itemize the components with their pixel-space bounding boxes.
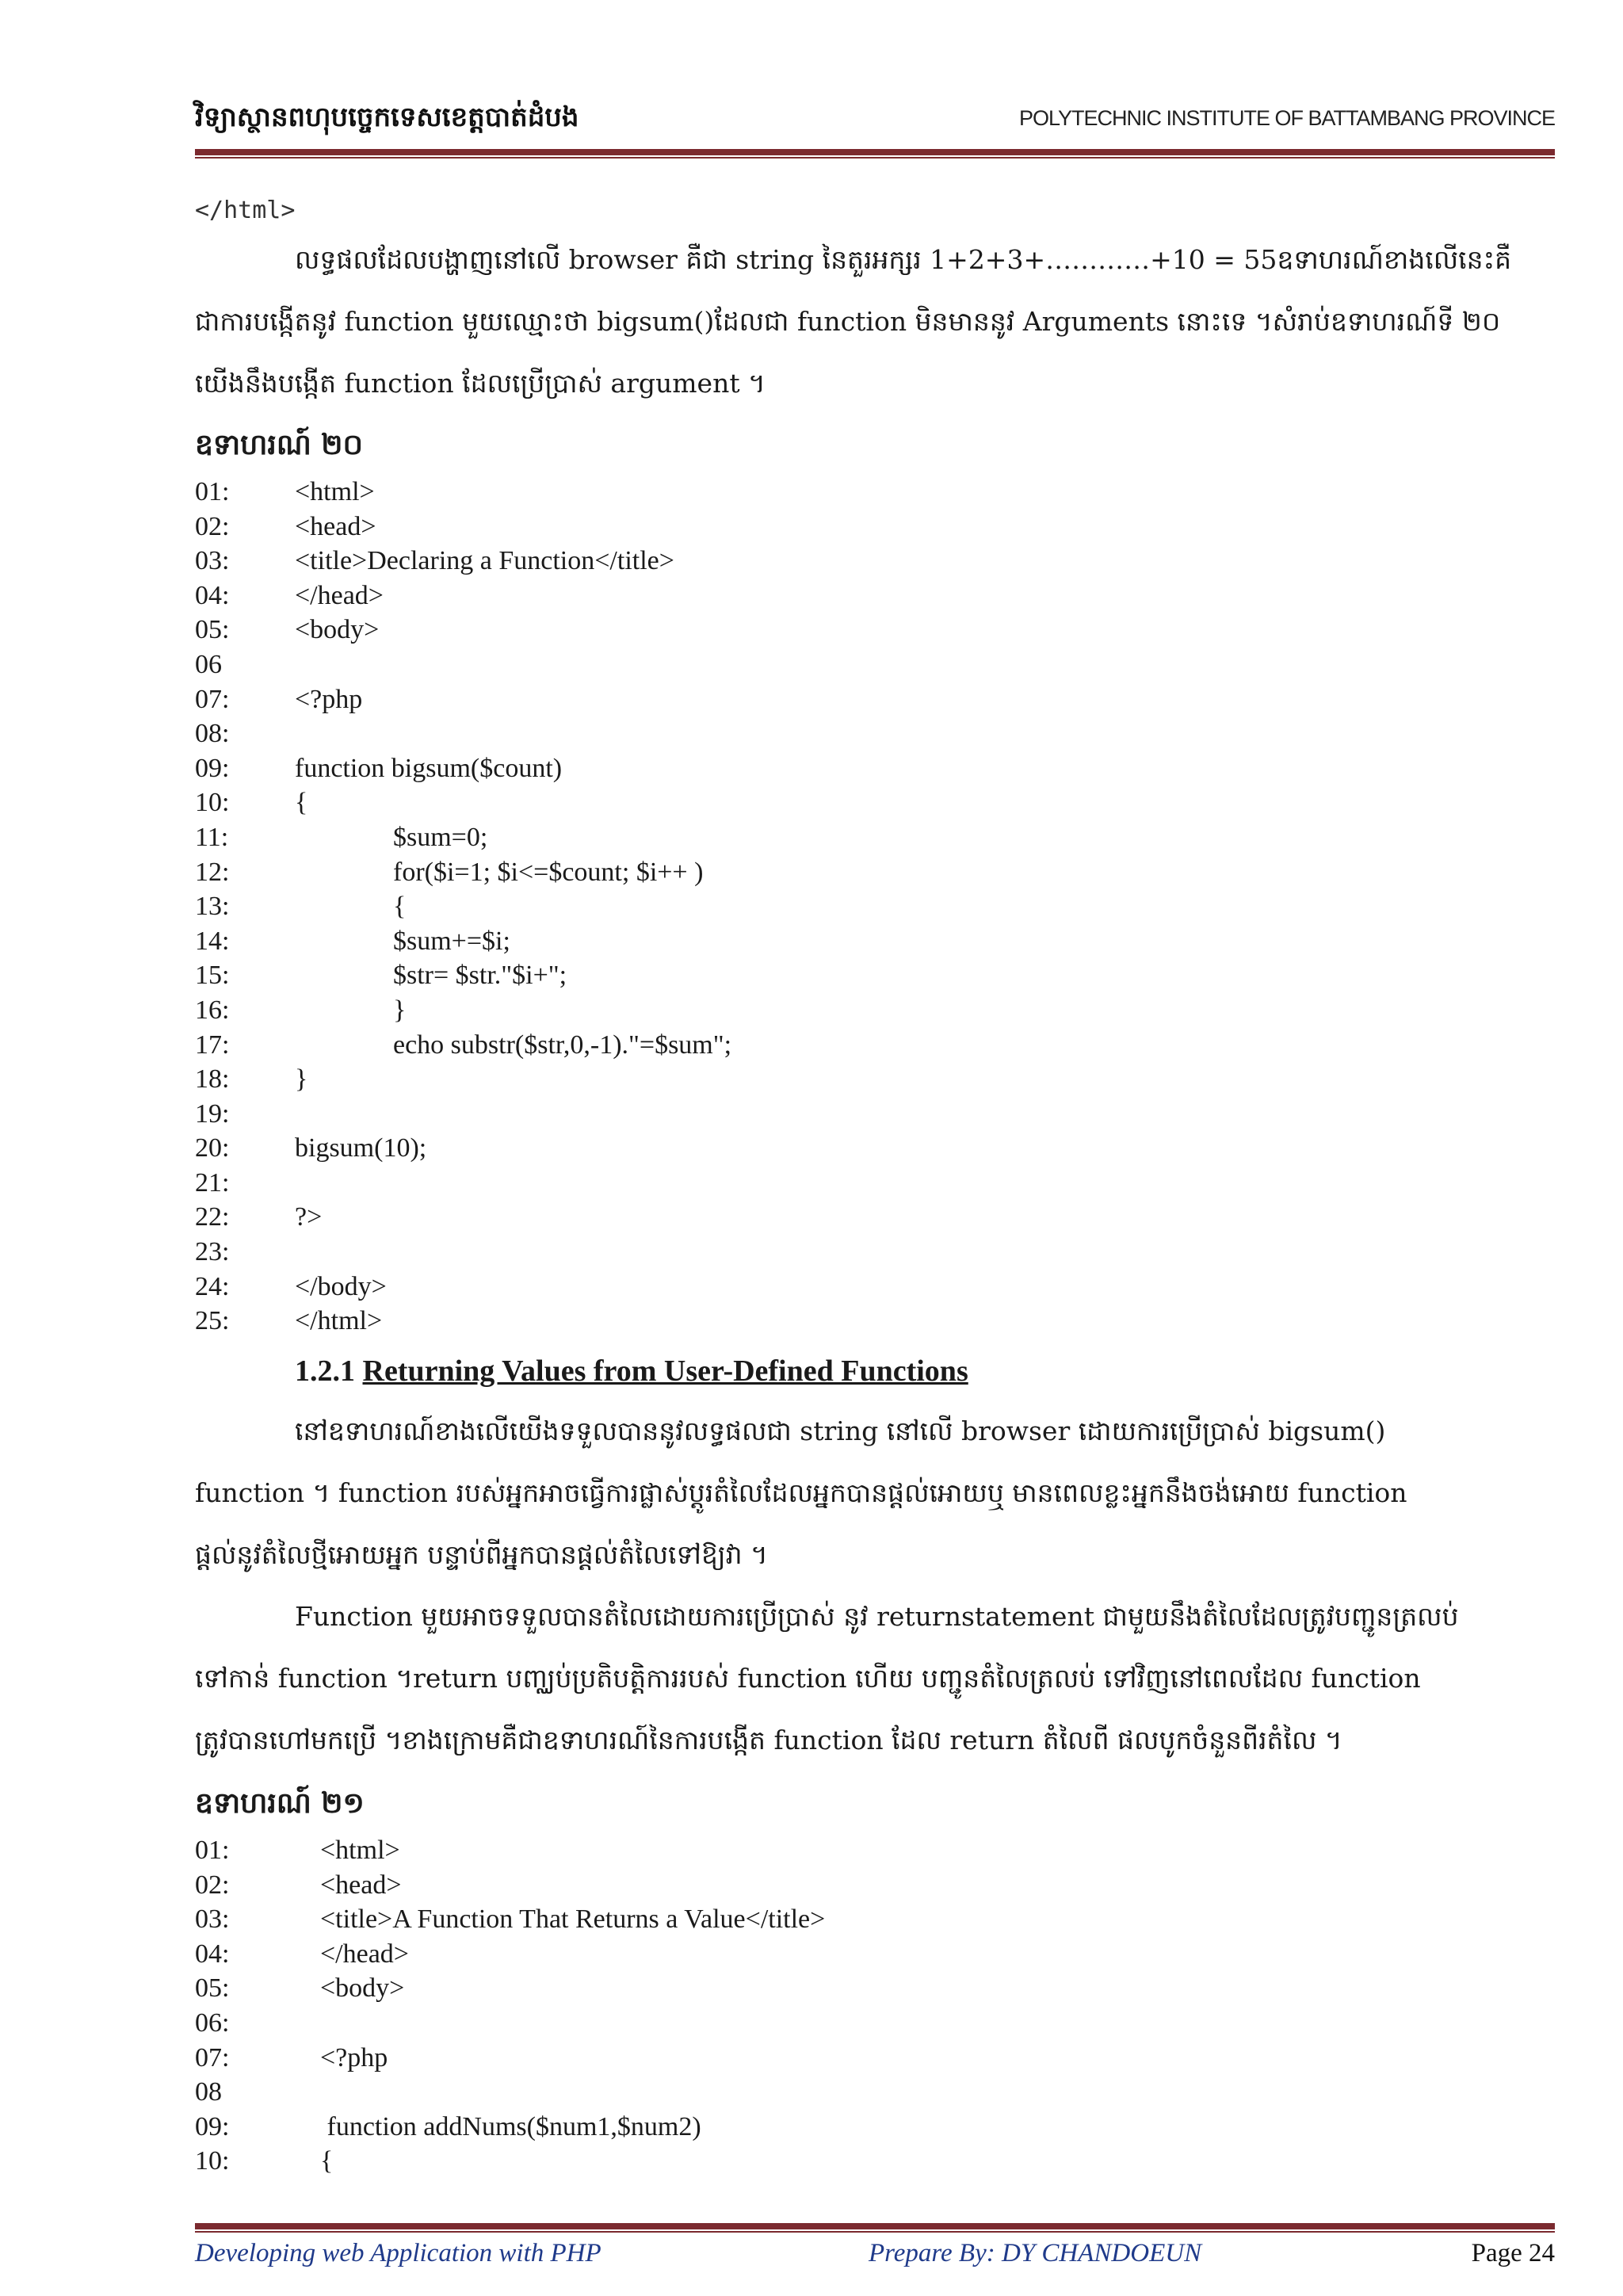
code-line [195, 1237, 1555, 1272]
page-header [195, 100, 1555, 139]
code-line-number: 15: [195, 961, 230, 991]
code-line-number: 06: [195, 2008, 230, 2038]
code-line [195, 477, 1555, 512]
code-line-text: { [320, 2146, 334, 2176]
code-line-number: 23: [195, 1237, 230, 1267]
code-line-number: 05: [195, 1973, 230, 2004]
code-line-text: <head> [320, 1870, 402, 1900]
para2-line1: នៅឧទាហរណ៍ខាងលើយើងទទួលបាននូវលទ្ធផលជា string នៅលើ browser ដោយការប្រើប្រាស់ bigsum() [295, 1415, 1386, 1446]
code-line-text: $sum=0; [393, 822, 488, 852]
code-line-number: 10: [195, 788, 230, 818]
code-line [195, 1306, 1555, 1341]
code-line [195, 1202, 1555, 1237]
code-line-text: </head> [320, 1939, 409, 1969]
code-line-number: 14: [195, 926, 230, 956]
example20-heading: ឧទាហរណ៍ ២០ [195, 429, 364, 461]
example20-code-listing [195, 477, 1555, 1341]
code-line [195, 615, 1555, 650]
code-line-number: 01: [195, 477, 230, 506]
code-line-number: 16: [195, 995, 230, 1025]
para3-line2: ទៅកាន់ function ។return បញ្ឈប់ប្រតិបត្តិការរបស់ function ហើយ បញ្ជូនតំលៃត្រលប់ ទៅវិញនៅពេលដែល function [195, 1663, 1421, 1694]
code-line-text: <body> [320, 1973, 405, 2004]
code-line [195, 1030, 1555, 1065]
header-english-title: POLYTECHNIC INSTITUTE OF BATTAMBANG PROVINCE [1018, 106, 1555, 130]
code-line-number: 19: [195, 1098, 230, 1129]
code-line-text: ?> [295, 1202, 323, 1232]
code-line-number: 07: [195, 2042, 230, 2073]
code-line-text: <?php [320, 2042, 388, 2073]
footer-rule-thin [195, 2231, 1555, 2233]
code-line-text: <?php [295, 684, 363, 714]
section-title: Returning Values from User-Defined Functions [362, 1354, 968, 1388]
code-line [195, 1168, 1555, 1203]
code-line [195, 788, 1555, 823]
code-tail-html: </html> [195, 197, 296, 224]
code-line [195, 1904, 1555, 1939]
code-line-number: 24: [195, 1271, 230, 1301]
code-line-text: <title>A Function That Returns a Value</title> [320, 1904, 826, 1935]
code-line-text: } [295, 1064, 308, 1095]
code-line-text: { [393, 892, 407, 922]
example21-code-listing [195, 1836, 1555, 2181]
code-line-text: <html> [295, 477, 375, 506]
code-line-number: 25: [195, 1306, 230, 1336]
code-line-number: 09: [195, 753, 230, 783]
code-line [195, 719, 1555, 754]
code-line-text: for($i=1; $i<=$count; $i++ ) [393, 857, 704, 887]
para3-line3: ត្រូវបានហៅមកប្រើ ។ខាងក្រោមគឺជាឧទាហរណ៍នៃការបង្កើត function ដែល return តំលៃពី ផលបូកចំនួនពីរតំលៃ ។ [195, 1725, 1342, 1755]
code-line [195, 1870, 1555, 1905]
code-line [195, 1133, 1555, 1168]
code-line-number: 18: [195, 1064, 230, 1095]
code-line-number: 20: [195, 1133, 230, 1163]
para1-line2: ជាការបង្កើតនូវ function មួយឈ្មោះថា bigsum()ដែលជា function មិនមាននូវ Arguments នោះទេ ។សំរាប់ឧទាហរណ៍ទី ២០ [195, 306, 1501, 337]
code-line [195, 685, 1555, 720]
code-line-text: echo substr($str,0,-1)."=$sum"; [393, 1030, 732, 1060]
footer-page-number: Page 24 [1471, 2239, 1555, 2267]
code-line [195, 823, 1555, 858]
code-line-number: 10: [195, 2146, 230, 2176]
code-line-number: 02: [195, 511, 230, 541]
code-line-text: </html> [295, 1306, 383, 1336]
code-line-text: <title>Declaring a Function</title> [295, 546, 674, 576]
code-line [195, 546, 1555, 581]
code-line [195, 1939, 1555, 1974]
code-line-number: 17: [195, 1030, 230, 1060]
code-line-number: 06 [195, 649, 222, 679]
header-khmer-title: វិទ្យាស្ថានពហុបច្ចេកទេសខេត្តបាត់ដំបង [195, 101, 579, 133]
footer-course-title: Developing web Application with PHP [195, 2239, 601, 2267]
code-line [195, 581, 1555, 616]
para1-line3: យើងនឹងបង្កើត function ដែលប្រើប្រាស់ argument ។ [195, 368, 766, 399]
code-line [195, 754, 1555, 789]
code-line [195, 1064, 1555, 1099]
code-line-text: </body> [295, 1271, 387, 1301]
code-line [195, 2008, 1555, 2043]
code-line-number: 03: [195, 546, 230, 576]
section-heading [295, 1354, 968, 1389]
code-line [195, 650, 1555, 685]
code-line-text: function bigsum($count) [295, 753, 563, 783]
footer-author: Prepare By: DY CHANDOEUN [869, 2239, 1202, 2267]
para3-line1: Function មួយអាចទទួលបានតំលៃដោយការប្រើប្រាស់ នូវ returnstatement ជាមួយនឹងតំលៃដែលត្រូវបញ្ជូនត្រលប់ [295, 1601, 1459, 1632]
code-line-text: } [393, 995, 407, 1025]
para2-line2: function ។ function របស់អ្នកអាចធ្វើការផ្លាស់ប្តូរតំលៃដែលអ្នកបានផ្តល់អោយឬ មានពេលខ្លះអ្នកនឹងចង់អោយ function [195, 1477, 1407, 1508]
code-line [195, 1272, 1555, 1307]
code-line-text: <html> [320, 1836, 400, 1865]
code-line [195, 995, 1555, 1030]
code-line-number: 12: [195, 857, 230, 887]
section-number: 1.2.1 [295, 1354, 355, 1388]
code-line-number: 21: [195, 1167, 230, 1198]
code-line [195, 2043, 1555, 2078]
code-line-number: 13: [195, 892, 230, 922]
code-line-number: 07: [195, 684, 230, 714]
code-line [195, 1099, 1555, 1134]
code-line [195, 961, 1555, 995]
code-line-text: <body> [295, 615, 380, 645]
example21-heading: ឧទាហរណ៍ ២១ [195, 1787, 365, 1820]
code-line-number: 03: [195, 1904, 230, 1935]
code-line-text: bigsum(10); [295, 1133, 427, 1163]
header-rule-thin [195, 157, 1555, 159]
code-line-number: 05: [195, 615, 230, 645]
code-line-text: </head> [295, 580, 384, 610]
code-line-text: $sum+=$i; [393, 926, 510, 956]
code-line-number: 04: [195, 1939, 230, 1969]
code-line [195, 2077, 1555, 2112]
code-line-text: <head> [295, 511, 376, 541]
footer-rule [195, 2223, 1555, 2229]
code-line [195, 2146, 1555, 2181]
code-line-text: $str= $str."$i+"; [393, 961, 567, 991]
para1-line1: លទ្ធផលដែលបង្ហាញនៅលើ browser គឺជា string នៃតួរអក្សរ 1+2+3+…………+10 = 55ឧទាហរណ៍ខាងលើនេះគឺ [295, 244, 1512, 275]
code-line-number: 09: [195, 2111, 230, 2141]
code-line-number: 08: [195, 719, 230, 749]
code-line-text: function addNums($num1,$num2) [320, 2111, 701, 2141]
code-line [195, 2112, 1555, 2147]
para2-line3: ផ្តល់នូវតំលៃថ្មីអោយអ្នក បន្ទាប់ពីអ្នកបានផ្តល់តំលៃទៅឱ្យវា ។ [195, 1539, 768, 1570]
code-line [195, 858, 1555, 892]
code-line-number: 11: [195, 822, 229, 852]
code-line-number: 22: [195, 1202, 230, 1232]
code-line-number: 02: [195, 1870, 230, 1900]
code-line-number: 04: [195, 580, 230, 610]
code-line-number: 08 [195, 2077, 222, 2107]
code-line [195, 926, 1555, 961]
code-line [195, 1973, 1555, 2008]
code-line [195, 512, 1555, 547]
code-line-number: 01: [195, 1836, 230, 1865]
header-rule [195, 149, 1555, 155]
code-line-text: { [295, 788, 308, 818]
code-line [195, 1836, 1555, 1870]
code-line [195, 892, 1555, 926]
